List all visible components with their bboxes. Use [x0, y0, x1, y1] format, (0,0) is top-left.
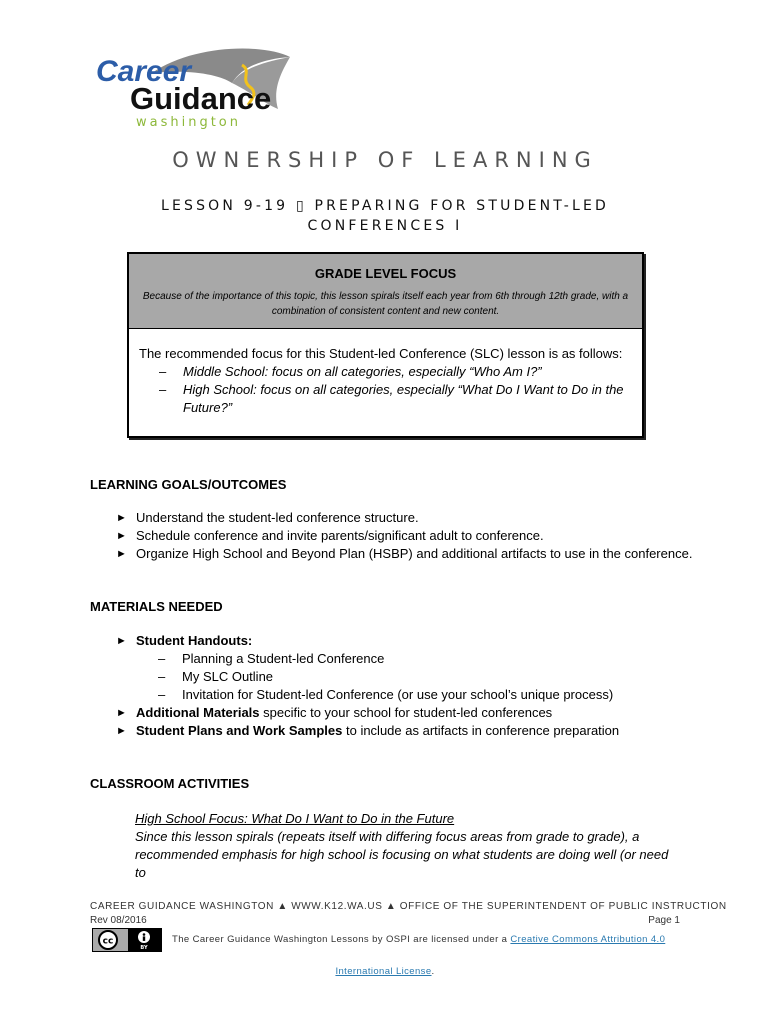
creative-commons-badge: [92, 928, 162, 952]
focus-intro: The recommended focus for this Student-led Conference (SLC) lesson is as follows:: [139, 346, 623, 361]
career-guidance-logo: [92, 45, 292, 133]
list-item: [116, 704, 619, 722]
materials-list: [116, 632, 619, 740]
sub-item: [116, 686, 619, 704]
list-item-text: Organize High School and Beyond Plan (HSBP) and additional artifacts to use in the conference.: [136, 546, 693, 561]
classroom-activities-heading: CLASSROOM ACTIVITIES: [90, 776, 250, 791]
focus-body: [129, 329, 642, 417]
dash-marker: –: [159, 364, 167, 379]
lesson-title: [120, 196, 650, 236]
logo-guidance-text: Guidance: [130, 81, 272, 116]
sub-item-text: My SLC Outline: [182, 669, 274, 684]
list-item: [116, 632, 619, 650]
activities-line1: Since this lesson spirals (repeats itself with differing focus areas from grade to grade), a: [135, 829, 640, 844]
focus-item-text: Middle School: focus on all categories, especially “Who Am I?”: [183, 364, 542, 379]
materials-heading: MATERIALS NEEDED: [90, 599, 223, 614]
footer-meta: [90, 915, 680, 926]
license-text: [172, 934, 665, 945]
license-text-continued: [0, 966, 770, 977]
list-item: [116, 722, 619, 740]
focus-header: [129, 254, 642, 329]
cc-label: cc: [102, 936, 114, 947]
list-item: [116, 527, 692, 545]
sub-item: [116, 668, 619, 686]
arrow-bullet-icon: ►: [116, 548, 127, 560]
cc-license-link[interactable]: Creative Commons Attribution 4.0: [510, 934, 666, 945]
dash-marker: –: [158, 669, 166, 684]
additional-materials-label: Additional Materials: [136, 705, 260, 720]
learning-goals-heading: LEARNING GOALS/OUTCOMES: [90, 477, 287, 492]
activities-text: [135, 810, 675, 882]
license-prefix: The Career Guidance Washington Lessons by OSPI are licensed under a: [172, 934, 511, 945]
focus-item-middle-school: [139, 363, 642, 381]
international-license-link[interactable]: International License: [335, 966, 432, 977]
learning-goals-list: [116, 509, 692, 563]
activities-subheading: High School Focus: What Do I Want to Do in the Future: [135, 811, 455, 826]
logo-career-text: Career: [96, 55, 192, 88]
list-item-text: Understand the student-led conference structure.: [136, 510, 419, 525]
list-item: [116, 545, 692, 563]
by-label: BY: [140, 945, 148, 951]
focus-desc-line1: Because of the importance of this topic, this lesson spirals itself each year from 6th through 12th grade, with a: [142, 291, 629, 302]
sub-item: [116, 650, 619, 668]
focus-item-text: High School: focus on all categories, especially “What Do I Want to Do in the Future?”: [183, 382, 624, 415]
focus-description: [129, 289, 642, 319]
logo-graphic: [92, 45, 292, 133]
sub-item-text: Planning a Student-led Conference: [182, 651, 385, 666]
logo-washington-text: washington: [136, 115, 242, 130]
arrow-bullet-icon: ►: [116, 530, 127, 542]
page-number: Page 1: [648, 915, 680, 926]
license-end: .: [431, 966, 435, 977]
sub-item-text: Invitation for Student-led Conference (or use your school’s unique process): [182, 687, 614, 702]
cc-by-icon: [92, 928, 162, 952]
dash-marker: –: [158, 687, 166, 702]
lesson-title-line2: CONFERENCES I: [307, 218, 463, 234]
focus-desc-line2: combination of consistent content and new content.: [271, 306, 500, 317]
arrow-bullet-icon: ►: [116, 635, 127, 647]
focus-heading: GRADE LEVEL FOCUS: [314, 266, 457, 281]
handouts-label: Student Handouts:: [136, 633, 253, 648]
dash-marker: –: [159, 382, 167, 397]
series-title: OWNERSHIP OF LEARNING: [172, 148, 598, 172]
activities-line2: recommended emphasis for high school is focusing on what students are doing well (or need to: [135, 847, 669, 880]
revision-date: Rev 08/2016: [90, 915, 147, 926]
additional-materials-text: specific to your school for student-led conferences: [259, 705, 553, 720]
list-item: [116, 509, 692, 527]
student-plans-label: Student Plans and Work Samples: [136, 723, 343, 738]
student-plans-text: to include as artifacts in conference preparation: [342, 723, 620, 738]
arrow-bullet-icon: ►: [116, 725, 127, 737]
arrow-bullet-icon: ►: [116, 512, 127, 524]
dash-marker: –: [158, 651, 166, 666]
lesson-title-line1: LESSON 9-19 ▯ PREPARING FOR STUDENT-LED: [160, 198, 610, 214]
focus-item-high-school: [139, 381, 642, 417]
footer-line: CAREER GUIDANCE WASHINGTON ▲ WWW.K12.WA.US ▲ OFFICE OF THE SUPERINTENDENT OF PUBLIC INSTRUCTION: [90, 901, 727, 912]
grade-level-focus-box: [127, 252, 644, 438]
list-item-text: Schedule conference and invite parents/significant adult to conference.: [136, 528, 544, 543]
arrow-bullet-icon: ►: [116, 707, 127, 719]
